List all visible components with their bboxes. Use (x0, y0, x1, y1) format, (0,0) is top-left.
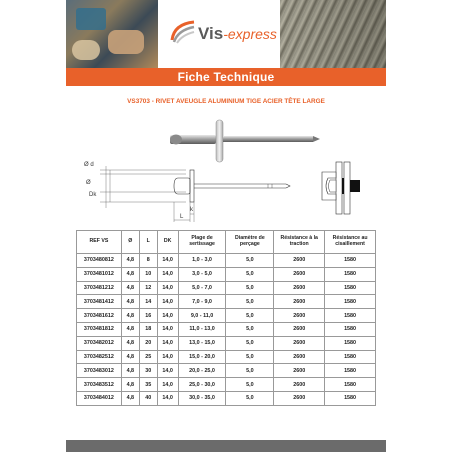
header-grip-range: Plage de sertissage (178, 231, 226, 254)
table-row (77, 364, 376, 378)
label-diameter: Ø (86, 180, 91, 186)
cell-dk: 14,0 (157, 364, 178, 378)
cell-grip-range: 25,0 - 30,0 (178, 378, 226, 392)
cell-diameter: 4,8 (121, 322, 139, 336)
cell-dk: 14,0 (157, 254, 178, 268)
cell-dk: 14,0 (157, 281, 178, 295)
cell-grip-range: 11,0 - 13,0 (178, 322, 226, 336)
cell-drill-diameter: 5,0 (226, 350, 274, 364)
cell-tensile: 2600 (274, 336, 325, 350)
cell-ref: 3703482512 (77, 350, 122, 364)
logo-text (198, 24, 277, 44)
cell-drill-diameter: 5,0 (226, 378, 274, 392)
cell-length: 12 (139, 281, 157, 295)
table-row (77, 378, 376, 392)
tools-photo (66, 0, 158, 68)
label-l: L (180, 214, 184, 220)
cell-drill-diameter: 5,0 (226, 254, 274, 268)
cell-diameter: 4,8 (121, 350, 139, 364)
cell-length: 8 (139, 254, 157, 268)
cell-diameter: 4,8 (121, 309, 139, 323)
cell-tensile: 2600 (274, 378, 325, 392)
cell-dk: 14,0 (157, 295, 178, 309)
cell-ref: 3703480812 (77, 254, 122, 268)
cell-diameter: 4,8 (121, 267, 139, 281)
header-diameter: Ø (121, 231, 139, 254)
cell-ref: 3703484012 (77, 391, 122, 405)
footer-bar (66, 440, 386, 452)
cell-ref: 3703482012 (77, 336, 122, 350)
header-ref: REF VS (77, 231, 122, 254)
cell-diameter: 4,8 (121, 378, 139, 392)
header-banner (66, 0, 386, 68)
cell-length: 25 (139, 350, 157, 364)
table-row (77, 295, 376, 309)
table-row (77, 281, 376, 295)
cell-grip-range: 30,0 - 35,0 (178, 391, 226, 405)
logo-swoosh-icon (170, 18, 196, 44)
cell-grip-range: 9,0 - 11,0 (178, 309, 226, 323)
cell-shear: 1580 (325, 254, 376, 268)
cell-tensile: 2600 (274, 391, 325, 405)
cell-diameter: 4,8 (121, 364, 139, 378)
cell-drill-diameter: 5,0 (226, 281, 274, 295)
cell-shear: 1580 (325, 364, 376, 378)
cell-grip-range: 7,0 - 9,0 (178, 295, 226, 309)
cell-tensile: 2600 (274, 364, 325, 378)
cell-tensile: 2600 (274, 267, 325, 281)
cell-ref: 3703481212 (77, 281, 122, 295)
cell-shear: 1580 (325, 322, 376, 336)
cell-drill-diameter: 5,0 (226, 364, 274, 378)
cell-drill-diameter: 5,0 (226, 295, 274, 309)
cell-grip-range: 3,0 - 5,0 (178, 267, 226, 281)
table-body (77, 254, 376, 406)
cell-tensile: 2600 (274, 295, 325, 309)
cell-dk: 14,0 (157, 378, 178, 392)
cell-grip-range: 15,0 - 20,0 (178, 350, 226, 364)
cell-tensile: 2600 (274, 322, 325, 336)
cell-diameter: 4,8 (121, 281, 139, 295)
cell-tensile: 2600 (274, 281, 325, 295)
cell-length: 20 (139, 336, 157, 350)
table-row (77, 254, 376, 268)
cell-grip-range: 1,0 - 3,0 (178, 254, 226, 268)
cell-ref: 3703481012 (77, 267, 122, 281)
cell-dk: 14,0 (157, 391, 178, 405)
cell-tensile: 2600 (274, 254, 325, 268)
cell-diameter: 4,8 (121, 336, 139, 350)
cell-drill-diameter: 5,0 (226, 322, 274, 336)
logo-brand: Vis (198, 24, 224, 43)
cell-drill-diameter: 5,0 (226, 309, 274, 323)
cell-dk: 14,0 (157, 309, 178, 323)
header-dk: DK (157, 231, 178, 254)
cell-grip-range: 13,0 - 15,0 (178, 336, 226, 350)
rivet-technical-drawing (76, 158, 306, 226)
cell-diameter: 4,8 (121, 254, 139, 268)
sheet-title: Fiche Technique (177, 70, 275, 84)
product-title: VS3703 - RIVET AVEUGLE ALUMINIUM TIGE ACIER TÊTE LARGE (127, 98, 325, 105)
specification-table (76, 230, 376, 406)
screws-photo (280, 0, 386, 68)
cell-length: 16 (139, 309, 157, 323)
cell-grip-range: 20,0 - 25,0 (178, 364, 226, 378)
label-k: k (190, 207, 193, 213)
cell-dk: 14,0 (157, 350, 178, 364)
cell-diameter: 4,8 (121, 295, 139, 309)
label-dk: Dk (89, 192, 97, 198)
header-shear: Résistance au cisaillement (325, 231, 376, 254)
cell-tensile: 2600 (274, 350, 325, 364)
cell-drill-diameter: 5,0 (226, 267, 274, 281)
cell-ref: 3703483512 (77, 378, 122, 392)
table-row (77, 350, 376, 364)
table-row (77, 336, 376, 350)
cell-length: 30 (139, 364, 157, 378)
logo-brand-accent: -express (223, 26, 277, 42)
logo (158, 0, 280, 68)
cell-diameter: 4,8 (121, 391, 139, 405)
table-row (77, 322, 376, 336)
cell-drill-diameter: 5,0 (226, 336, 274, 350)
table-row (77, 309, 376, 323)
cell-dk: 14,0 (157, 267, 178, 281)
cell-drill-diameter: 5,0 (226, 391, 274, 405)
cell-length: 40 (139, 391, 157, 405)
cell-grip-range: 5,0 - 7,0 (178, 281, 226, 295)
table-row (77, 267, 376, 281)
cell-shear: 1580 (325, 295, 376, 309)
label-diameter-head: Ø d (84, 162, 94, 168)
cell-shear: 1580 (325, 267, 376, 281)
cell-ref: 3703481412 (77, 295, 122, 309)
cell-shear: 1580 (325, 281, 376, 295)
cell-shear: 1580 (325, 309, 376, 323)
header-tensile: Résistance à la traction (274, 231, 325, 254)
cell-length: 10 (139, 267, 157, 281)
cell-tensile: 2600 (274, 309, 325, 323)
table-header-row (77, 231, 376, 254)
cell-length: 14 (139, 295, 157, 309)
cell-shear: 1580 (325, 391, 376, 405)
cell-dk: 14,0 (157, 322, 178, 336)
rivet-section-view (318, 158, 368, 218)
header-drill-diameter: Diamètre de perçage (226, 231, 274, 254)
cell-shear: 1580 (325, 350, 376, 364)
cell-ref: 3703481612 (77, 309, 122, 323)
cell-shear: 1580 (325, 336, 376, 350)
cell-length: 18 (139, 322, 157, 336)
datasheet-page (66, 0, 386, 452)
cell-dk: 14,0 (157, 336, 178, 350)
cell-ref: 3703483012 (77, 364, 122, 378)
table-row (77, 391, 376, 405)
cell-length: 35 (139, 378, 157, 392)
cell-shear: 1580 (325, 378, 376, 392)
header-length: L (139, 231, 157, 254)
cell-ref: 3703481812 (77, 322, 122, 336)
